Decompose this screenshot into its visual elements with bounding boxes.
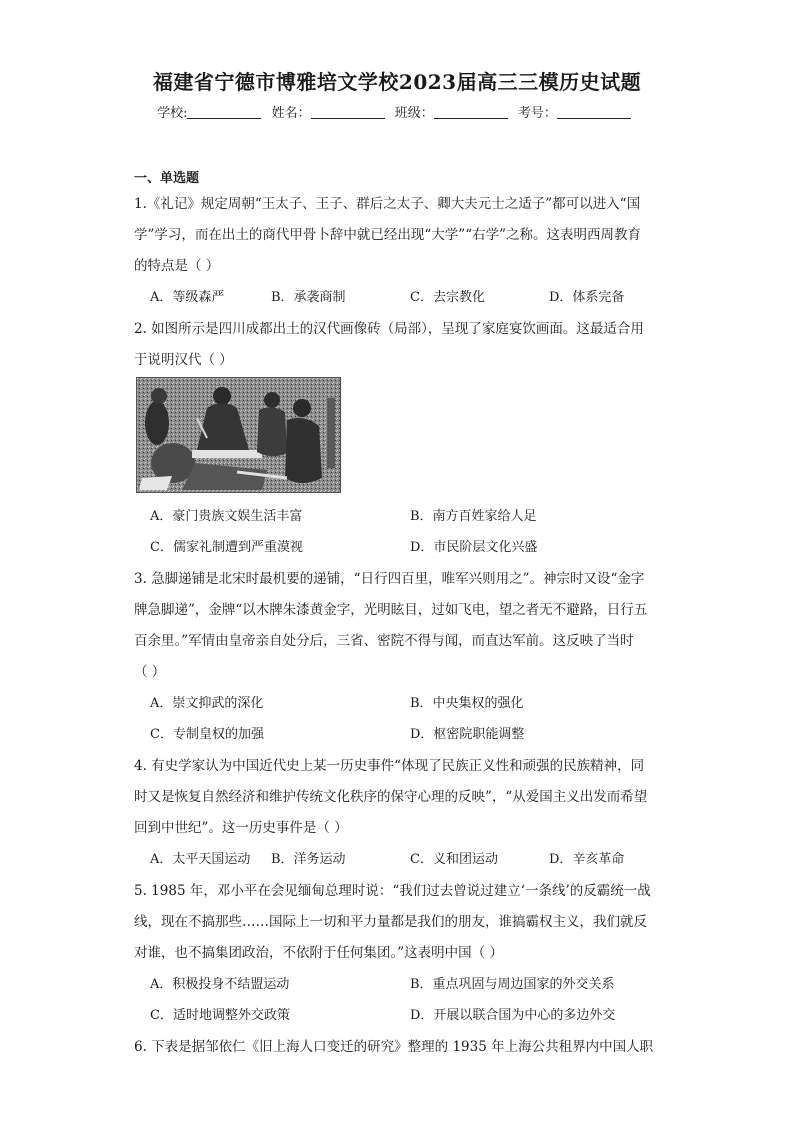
question-3-line: 百余里。”军情由皇帝亲自处分后，三省、密院不得与闻，而直达军前。这反映了当时 (134, 633, 634, 649)
question-3-option-d[interactable]: D．枢密院职能调整 (410, 727, 525, 742)
question-1-option-a[interactable]: A．等级森严 (150, 290, 225, 305)
question-2-option-a[interactable]: A．豪门贵族文娱生活丰富 (150, 509, 303, 524)
exam-no-blank[interactable] (557, 106, 631, 119)
name-blank[interactable] (311, 106, 385, 119)
question-2-line: 2. 如图所示是四川成都出土的汉代画像砖（局部），呈现了家庭宴饮画面。这最适合用 (134, 321, 644, 337)
question-1-option-b[interactable]: B．承袭商制 (271, 290, 346, 305)
question-6-line: 6. 下表是据邹依仁《旧上海人口变迁的研究》整理的 1935 年上海公共租界内中国人职 (134, 1039, 654, 1055)
section-heading: 一、单选题 (134, 171, 200, 186)
name-label: 姓名： (271, 106, 311, 121)
question-4-option-c[interactable]: C．义和团运动 (410, 852, 498, 867)
exam-no-label: 考号： (517, 106, 557, 121)
question-5-line: 线，现在不搞那些……国际上一切和平力量都是我们的朋友，谁搞霸权主义，我们就反 (134, 914, 647, 930)
question-3-option-b[interactable]: B．中央集权的强化 (410, 696, 524, 711)
question-3-option-c[interactable]: C．专制皇权的加强 (150, 727, 264, 742)
question-5-option-c[interactable]: C．适时地调整外交政策 (150, 1008, 290, 1023)
student-info-row (0, 102, 794, 121)
question-4-line: 回到中世纪”。这一历史事件是（ ） (134, 820, 348, 836)
question-1-option-d[interactable]: D．体系完备 (549, 290, 625, 305)
han-brick-relief-image (136, 377, 341, 493)
question-5-option-d[interactable]: D．开展以联合国为中心的多边外交 (410, 1008, 616, 1023)
class-label: 班级： (394, 106, 434, 121)
question-1-option-c[interactable]: C．去宗教化 (410, 290, 485, 305)
school-blank[interactable] (187, 106, 261, 119)
question-2-line: 于说明汉代（ ） (134, 352, 233, 368)
question-4-option-d[interactable]: D．辛亥革命 (549, 852, 625, 867)
question-3-option-a[interactable]: A．崇文抑武的深化 (150, 696, 264, 711)
question-1-line: 的特点是（ ） (134, 258, 220, 274)
question-4-option-b[interactable]: B．洋务运动 (271, 852, 346, 867)
question-2-option-c[interactable]: C．儒家礼制遭到严重漠视 (150, 540, 303, 555)
question-1-line: 学”学习，而在出土的商代甲骨卜辞中就已经出现“大学”“右学”之称。这表明西周教育 (134, 227, 642, 243)
class-blank[interactable] (434, 106, 508, 119)
question-3-line: （ ） (134, 664, 166, 680)
question-4-line: 4. 有史学家认为中国近代史上某一历史事件“体现了民族正义性和顽强的民族精神，同 (134, 758, 645, 774)
question-5-option-a[interactable]: A．积极投身不结盟运动 (150, 977, 290, 992)
question-1-line: 1.《礼记》规定周朝“王太子、王子、群后之太子、卿大夫元士之适子”都可以进入“国 (134, 196, 641, 212)
question-3-line: 3. 急脚递铺是北宋时最机要的递铺，“日行四百里，唯军兴则用之”。神宗时又设“金字 (134, 571, 645, 587)
question-2-option-d[interactable]: D．市民阶层文化兴盛 (410, 540, 538, 555)
question-3-line: 牌急脚递”，金牌“以木牌朱漆黄金字，光明眩目，过如飞电，望之者无不避路，日行五 (134, 602, 648, 618)
question-5-option-b[interactable]: B．重点巩固与周边国家的外交关系 (410, 977, 615, 992)
page-title: 福建省宁德市博雅培文学校2023届高三三模历史试题 (152, 70, 642, 94)
question-5-line: 对谁，也不搞集团政治，不依附于任何集团。”这表明中国（ ） (134, 945, 503, 961)
question-5-line: 5. 1985 年，邓小平在会见缅甸总理时说：“我们过去曾说过建立‘一条线’的反霸统一战 (134, 883, 651, 899)
banquet-scene-illustration (137, 378, 340, 492)
question-4-option-a[interactable]: A．太平天国运动 (150, 852, 251, 867)
school-label: 学校: (157, 106, 188, 121)
question-4-line: 时又是恢复自然经济和维护传统文化秩序的保守心理的反映”，“从爱国主义出发而希望 (134, 789, 648, 805)
question-2-option-b[interactable]: B．南方百姓家给人足 (410, 509, 537, 524)
